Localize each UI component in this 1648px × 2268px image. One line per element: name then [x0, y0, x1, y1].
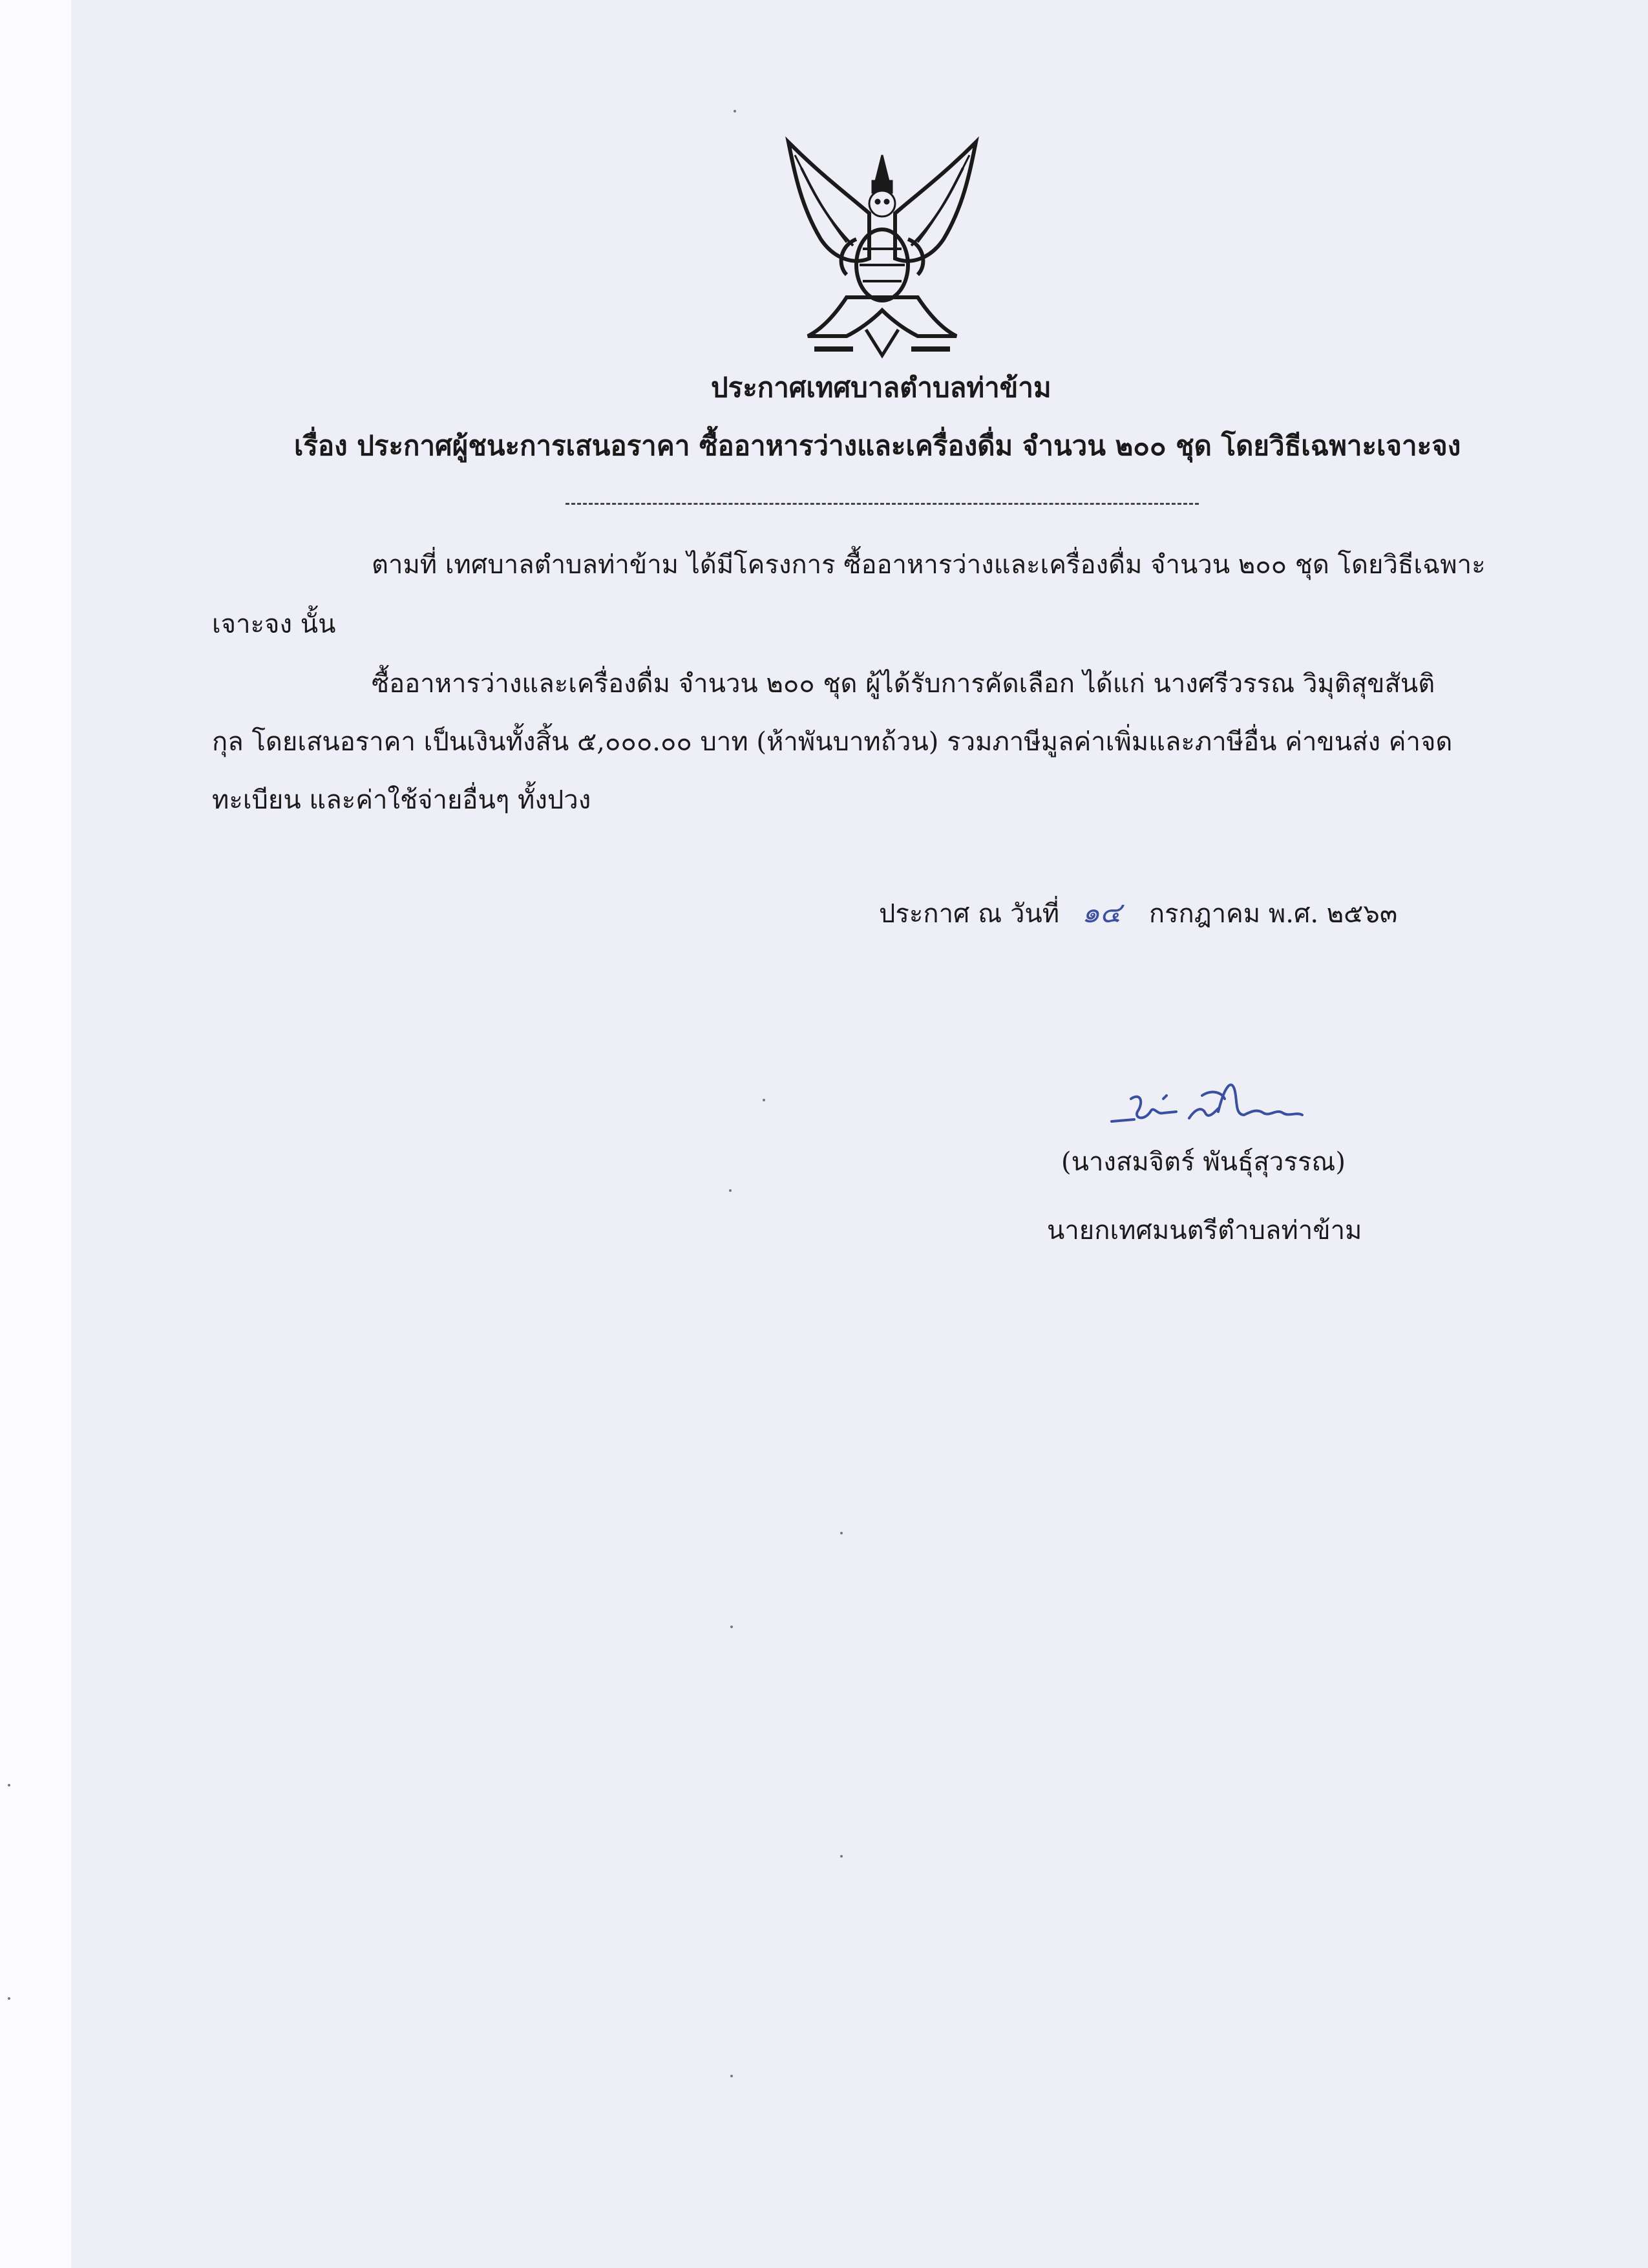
scan-speck	[8, 1997, 10, 2000]
paragraph-2-line-3: ทะเบียน และค่าใช้จ่ายอื่นๆ ทั้งปวง	[212, 785, 591, 815]
announcement-date	[879, 895, 1397, 932]
paragraph-1-line-1: ตามที่ เทศบาลตำบลท่าข้าม ได้มีโครงการ ซื้ออาหารว่างและเครื่องดื่ม จำนวน ๒๐๐ ชุด โดยวิธีเฉพาะ	[372, 550, 1486, 580]
date-prefix: ประกาศ ณ วันที่	[879, 899, 1060, 929]
handwritten-signature	[1105, 1073, 1312, 1138]
scan-speck	[840, 1532, 843, 1534]
scan-speck	[734, 110, 736, 112]
signatory-name: (นางสมจิตร์ พันธุ์สุวรรณ)	[1061, 1147, 1346, 1177]
date-day-handwritten: ๑๔	[1081, 896, 1122, 929]
announcement-title: ประกาศเทศบาลตำบลท่าข้าม	[711, 372, 1051, 403]
scan-speck	[763, 1099, 765, 1101]
scan-speck	[840, 1855, 843, 1858]
divider	[565, 503, 1199, 505]
garuda-emblem-icon	[776, 136, 989, 368]
announcement-subject: เรื่อง ประกาศผู้ชนะการเสนอราคา ซื้ออาหารว่างและเครื่องดื่ม จำนวน ๒๐๐ ชุด โดยวิธีเฉพาะเจาะจง	[294, 430, 1461, 461]
paragraph-2-line-1: ซื้ออาหารว่างและเครื่องดื่ม จำนวน ๒๐๐ ชุด ผู้ได้รับการคัดเลือก ได้แก่ นางศรีวรรณ วิมุติสุขสันติ	[372, 669, 1435, 699]
paragraph-1-line-2: เจาะจง นั้น	[212, 609, 336, 639]
scan-speck	[8, 1784, 10, 1786]
scan-speck	[729, 1189, 732, 1192]
signatory-position: นายกเทศมนตรีตำบลท่าข้าม	[1047, 1216, 1362, 1245]
scan-margin	[0, 0, 71, 2268]
date-month-year: กรกฎาคม พ.ศ. ๒๕๖๓	[1148, 899, 1398, 929]
paragraph-2-line-2: กุล โดยเสนอราคา เป็นเงินทั้งสิ้น ๕,๐๐๐.๐๐ บาท (ห้าพันบาทถ้วน) รวมภาษีมูลค่าเพิ่มและภาษีอื่น ค่าขนส่ง ค่าจด	[212, 727, 1453, 757]
scan-speck	[730, 1626, 733, 1628]
scan-speck	[730, 2075, 733, 2077]
